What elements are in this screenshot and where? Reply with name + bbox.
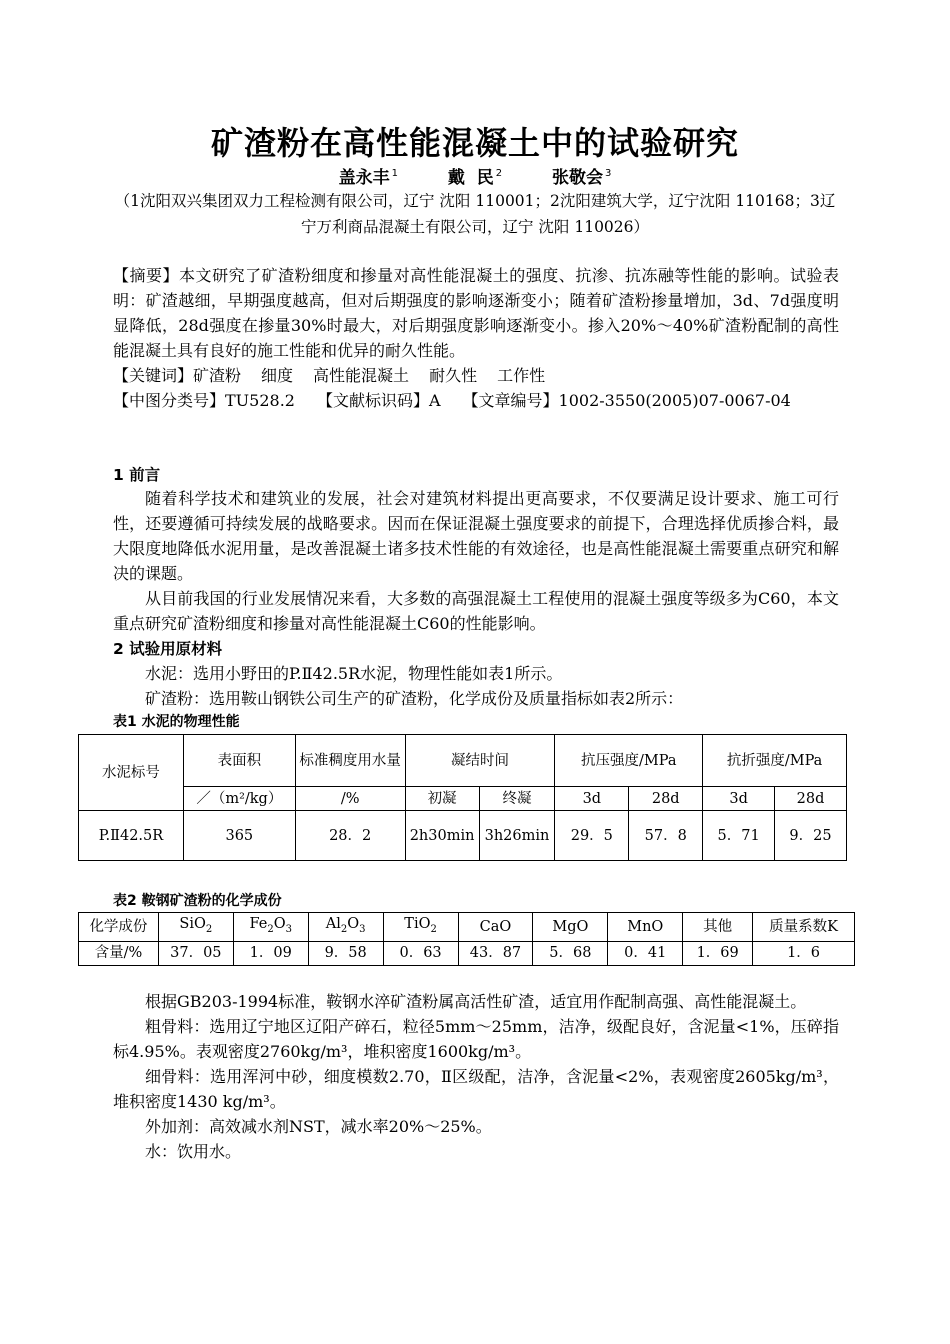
data-cell: 37．05	[158, 941, 233, 965]
paragraph: 根据GB203-1994标准，鞍钢水淬矿渣粉属高活性矿渣，适宜用作配制高强、高性能混凝土。	[145, 992, 807, 1011]
author: 戴 民 $^2$	[447, 168, 503, 188]
paper-title: 矿渣粉在高性能混凝土中的试验研究	[210, 124, 739, 162]
section-body	[113, 661, 839, 711]
data-cell: 3h26min	[479, 811, 555, 861]
header-cell: 抗折强度/MPa	[703, 735, 847, 787]
abstract-block	[113, 263, 839, 413]
data-cell: 365	[183, 811, 295, 861]
data-cell: 1．09	[233, 941, 308, 965]
paragraph: 水：饮用水。	[145, 1142, 242, 1161]
keywords: 【关键词】矿渣粉 细度 高性能混凝土 耐久性 工作性	[113, 366, 546, 385]
unit-cell: 28d	[629, 787, 703, 811]
data-cell: 5．71	[703, 811, 775, 861]
header-cell: MgO	[533, 913, 608, 942]
data-cell: 0．63	[383, 941, 458, 965]
unit-cell: 初凝	[405, 787, 479, 811]
data-cell: P.Ⅱ42.5R	[79, 811, 184, 861]
header-cell: CaO	[458, 913, 533, 942]
affiliations: （1沈阳双兴集团双力工程检测有限公司，辽宁 沈阳 110001；2沈阳建筑大学，辽宁沈阳 110168；3辽宁万利商品混凝土有限公司，辽宁 沈阳 110026）	[114, 192, 836, 236]
paragraph: 随着科学技术和建筑业的发展，社会对建筑材料提出更高要求，不仅要满足设计要求、施工可行性，还要遵循可持续发展的战略要求。因而在保证混凝土强度要求的前提下，合理选择优质掺合料，最大限度地降低水泥用量，是改善混凝土诸多技术性能的有效途径，也是高性能混凝土需要重点研究和解决的课题。	[113, 489, 839, 583]
unit-cell: 3d	[703, 787, 775, 811]
classification-line: 【中图分类号】TU528.2 【文献标识码】A 【文章编号】1002-3550(2005)07-0067-04	[113, 391, 791, 410]
header-cell: MnO	[608, 913, 683, 942]
paragraph: 粗骨料：选用辽宁地区辽阳产碎石，粒径5mm～25mm，洁净，级配良好，含泥量<1%，压碎指标4.95%。表观密度2760kg/m³，堆积密度1600kg/m³。	[113, 1017, 839, 1061]
header-cell: TiO$_2$	[383, 913, 458, 942]
section-body	[113, 486, 839, 636]
paragraph: 外加剂：高效减水剂NST，减水率20%～25%。	[145, 1117, 492, 1136]
header-cell: 质量系数K	[753, 913, 855, 942]
unit-cell: /%	[295, 787, 405, 811]
table-caption: 表1 水泥的物理性能	[113, 714, 240, 730]
unit-cell: 3d	[555, 787, 629, 811]
abstract-text: 【摘要】本文研究了矿渣粉细度和掺量对高性能混凝土的强度、抗渗、抗冻融等性能的影响。试验表明：矿渣越细，早期强度越高，但对后期强度的影响逐渐变小；随着矿渣粉掺量增加，3d、7d强度明显降低，28d强度在掺量30%时最大，对后期强度影响逐渐变小。掺入20%～40%矿渣粉配制的高性能混凝土具有良好的施工性能和优异的耐久性能。	[113, 266, 839, 360]
paragraph: 从目前我国的行业发展情况来看，大多数的高强混凝土工程使用的混凝土强度等级多为C60，本文重点研究矿渣粉细度和掺量对高性能混凝土C60的性能影响。	[113, 589, 839, 633]
section-body	[113, 989, 839, 1164]
table-header-row	[79, 913, 855, 942]
paragraph: 水泥：选用小野田的P.Ⅱ42.5R水泥，物理性能如表1所示。	[145, 664, 563, 683]
data-cell: 1．69	[683, 941, 753, 965]
cement-properties-table	[78, 734, 847, 861]
header-cell: 化学成份	[79, 913, 159, 942]
unit-cell: 28d	[775, 787, 847, 811]
table-caption: 表2 鞍钢矿渣粉的化学成份	[113, 893, 282, 909]
data-cell: 2h30min	[405, 811, 479, 861]
author: 张敬会 $^3$	[552, 168, 612, 188]
header-cell: $Fe_2O_3$	[233, 913, 308, 942]
data-cell: 9．58	[308, 941, 383, 965]
header-cell: 抗压强度/MPa	[555, 735, 703, 787]
data-cell: 含量/%	[79, 941, 159, 965]
header-cell: 表面积	[183, 735, 295, 787]
header-cell: 水泥标号	[79, 735, 184, 811]
data-cell: 28．2	[295, 811, 405, 861]
data-cell: 57．8	[629, 811, 703, 861]
data-cell: 29．5	[555, 811, 629, 861]
paragraph: 细骨料：选用浑河中砂，细度模数2.70，Ⅱ区级配，洁净，含泥量<2%，表观密度2605kg/m³，堆积密度1430 kg/m³。	[113, 1067, 839, 1111]
section-heading: 2 试验用原材料	[113, 640, 223, 658]
unit-cell: ／（m²/kg）	[183, 787, 295, 811]
data-cell: 1．6	[753, 941, 855, 965]
data-cell: 43．87	[458, 941, 533, 965]
data-cell: 9．25	[775, 811, 847, 861]
header-cell: SiO$_2$	[158, 913, 233, 942]
data-cell: 5．68	[533, 941, 608, 965]
header-cell: 其他	[683, 913, 753, 942]
author: 盖永丰 $^1$	[338, 168, 398, 188]
table-row	[79, 811, 847, 861]
unit-cell: 终凝	[479, 787, 555, 811]
author-list	[0, 163, 950, 188]
header-cell: $Al_2O_3$	[308, 913, 383, 942]
section-heading: 1 前言	[113, 466, 161, 484]
header-cell: 标准稠度用水量	[295, 735, 405, 787]
data-cell: 0．41	[608, 941, 683, 965]
paragraph: 矿渣粉：选用鞍山钢铁公司生产的矿渣粉，化学成份及质量指标如表2所示：	[145, 689, 684, 708]
slag-composition-table	[78, 912, 855, 966]
table-row	[79, 941, 855, 965]
header-cell: 凝结时间	[405, 735, 555, 787]
